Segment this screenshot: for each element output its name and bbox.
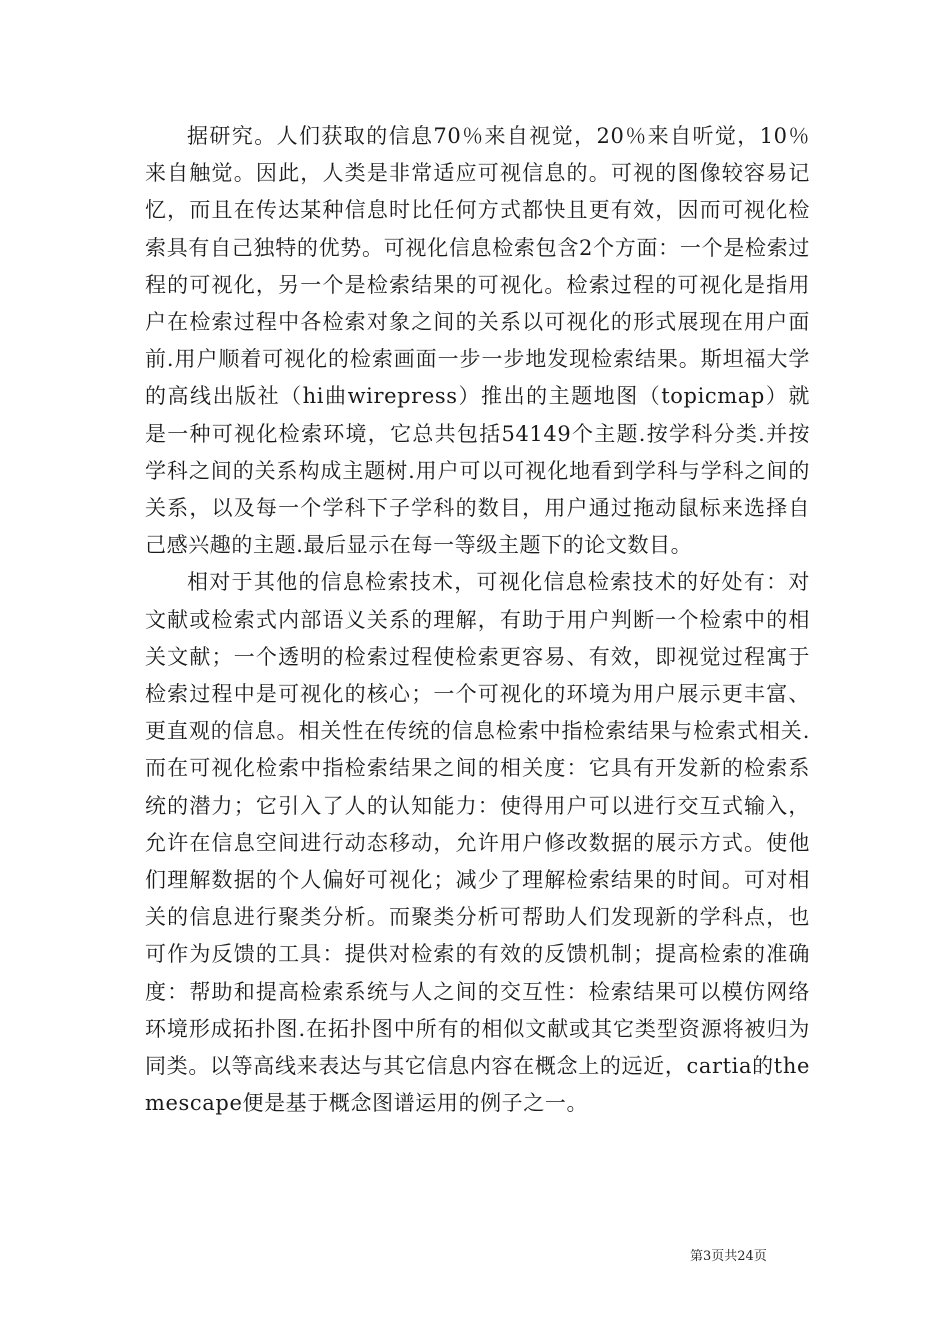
document-body xyxy=(145,118,810,1122)
page-number: 第3页共24页 xyxy=(690,1249,767,1264)
paragraph-visualization-benefits: 相对于其他的信息检索技术，可视化信息检索技术的好处有：对文献或检索式内部语义关系的理解，有助于用户判断一个检索中的相关文献；一个透明的检索过程使检索更容易、有效，即视觉过程寓于检索过程中是可视化的核心；一个可视化的环境为用户展示更丰富、更直观的信息。相关性在传统的信息检索中指检索结果与检索式相关.而在可视化检索中指检索结果之间的相关度：它具有开发新的检索系统的潜力；它引入了人的认知能力：使得用户可以进行交互式输入，允许在信息空间进行动态移动，允许用户修改数据的展示方式。使他们理解数据的个人偏好可视化；减少了理解检索结果的时间。可对相关的信息进行聚类分析。而聚类分析可帮助人们发现新的学科点，也可作为反馈的工具：提供对检索的有效的反馈机制；提高检索的准确度：帮助和提高检索系统与人之间的交互性：检索结果可以模仿网络环境形成拓扑图.在拓扑图中所有的相似文献或其它类型资源将被归为同类。以等高线来表达与其它信息内容在概念上的远近，cartia的themescape便是基于概念图谱运用的例子之一。 xyxy=(145,570,810,1116)
paragraph-visualization-intro: 据研究。人们获取的信息70％来自视觉，20％来自听觉，10％来自触觉。因此，人类是非常适应可视信息的。可视的图像较容易记忆，而且在传达某种信息时比任何方式都快且更有效，因而可视化检索具有自己独特的优势。可视化信息检索包含2个方面：一个是检索过程的可视化，另一个是检索结果的可视化。检索过程的可视化是指用户在检索过程中各检索对象之间的关系以可视化的形式展现在用户面前.用户顺着可视化的检索画面一步一步地发现检索结果。斯坦福大学的高线出版社（hi曲wirepress）推出的主题地图（topicmap）就是一种可视化检索环境，它总共包括54149个主题.按学科分类.并按学科之间的关系构成主题树.用户可以可视化地看到学科与学科之间的关系，以及每一个学科下子学科的数目，用户通过拖动鼠标来选择自己感兴趣的主题.最后显示在每一等级主题下的论文数目。 xyxy=(145,124,810,558)
